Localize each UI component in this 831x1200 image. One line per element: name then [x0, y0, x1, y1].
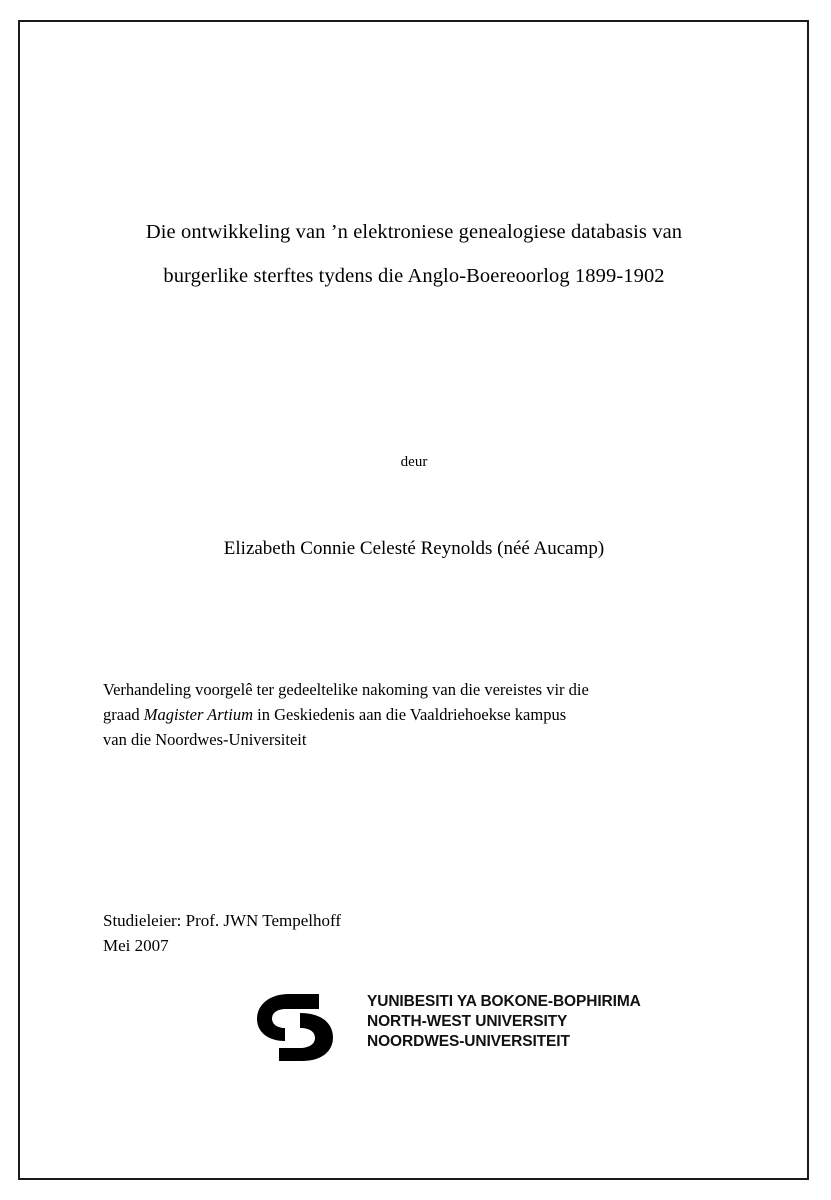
- date-line: Mei 2007: [103, 936, 169, 955]
- page-content: [100, 20, 728, 1180]
- nwu-logo-icon: [255, 992, 365, 1062]
- submission-line-2: [103, 702, 725, 727]
- title-line-2: burgerlike sterftes tydens die Anglo-Boereoorlog 1899-1902: [163, 265, 665, 287]
- submission-line-1: Verhandeling voorgelê ter gedeeltelike nakoming van die vereistes vir die: [103, 680, 589, 699]
- title-line-1: Die ontwikkeling van ’n elektroniese genealogiese databasis van: [145, 221, 683, 243]
- logo-line-3: NOORDWES-UNIVERSITEIT: [367, 1033, 570, 1050]
- supervisor-block: [103, 908, 603, 958]
- degree-name: Magister Artium: [143, 705, 254, 724]
- thesis-title: [100, 210, 728, 298]
- submission-statement: [103, 677, 725, 752]
- submission-line-2-post: in Geskiedenis aan die Vaaldriehoekse kampus: [253, 705, 567, 724]
- logo-line-1: YUNIBESITI YA BOKONE-BOPHIRIMA: [367, 993, 641, 1010]
- by-word: deur: [400, 454, 428, 470]
- supervisor-line: Studieleier: Prof. JWN Tempelhoff: [103, 911, 342, 930]
- author-name: Elizabeth Connie Celesté Reynolds (néé Aucamp): [223, 538, 605, 559]
- submission-line-3: van die Noordwes-Universiteit: [103, 730, 307, 749]
- logo-line-2: NORTH-WEST UNIVERSITY: [367, 1013, 568, 1030]
- university-logo-text: [367, 992, 641, 1052]
- submission-line-2-pre: graad: [103, 705, 144, 724]
- university-logo: [255, 988, 735, 1066]
